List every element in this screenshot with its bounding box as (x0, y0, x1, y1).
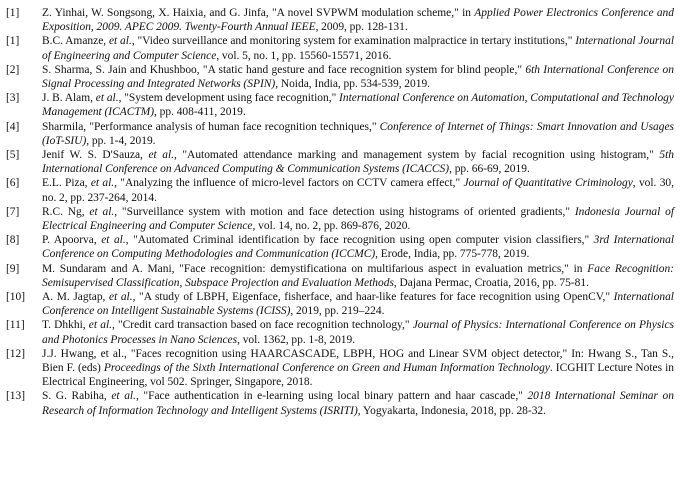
reference-segment: , "Face authentication in e-learning using local binary pattern and haar cascade," (135, 390, 528, 403)
reference-segment: Sharmila, "Performance analysis of human face recognition techniques," (42, 120, 380, 133)
reference-italic-segment: et al. (108, 35, 132, 48)
reference-italic-segment: International Conference on Automation, Computational and Technology Management (ICACTM) (42, 92, 674, 119)
reference-segment: , pp. 408-411, 2019. (154, 106, 246, 119)
reference-number: [10] (6, 291, 26, 304)
reference-number: [3] (6, 92, 20, 105)
reference-number: [6] (6, 177, 20, 190)
reference-segment: , "Automated Criminal identification by face recognition using open computer vision classifiers," (125, 234, 594, 247)
reference-entry (6, 233, 674, 261)
reference-text (42, 6, 674, 34)
reference-entry (6, 176, 674, 204)
reference-italic-segment: et al. (148, 149, 174, 162)
reference-segment: , pp. 66-69, 2019. (449, 163, 530, 176)
reference-italic-segment: Conference of Internet of Things: Smart Innovation and Usages (IoT-SIU) (42, 120, 674, 147)
reference-text (42, 262, 674, 290)
reference-entry (6, 63, 674, 91)
reference-segment: S. G. Rabiha, (42, 390, 112, 403)
reference-segment: , Yogyakarta, Indonesia, 2018, pp. 28-32. (357, 404, 546, 417)
reference-italic-segment: et al. (89, 205, 115, 218)
reference-segment: , "Analyzing the influence of micro-level factors on CCTV camera effect," (114, 177, 464, 190)
reference-number: [4] (6, 120, 20, 133)
reference-italic-segment: Journal of Physics: International Conference on Physics and Photonics Processes in Nano Sciences (42, 319, 674, 346)
reference-italic-segment: Indonesia Journal of Electrical Engineering and Computer Science (42, 205, 675, 233)
reference-segment: Z. Yinhai, W. Songsong, X. Haixia, and G. Jinfa, "A novel SVPWM modulation scheme," in (42, 7, 475, 19)
reference-entry (6, 6, 674, 34)
reference-number: [12] (6, 347, 26, 360)
reference-italic-segment: Applied Power Electronics Conference and Exposition, 2009. APEC 2009. Twenty-Fourth Annual IEEE (42, 7, 674, 34)
reference-segment: S. Sharma, S. Jain and Khushboo, "A static hand gesture and face recognition system for blind people," (42, 63, 526, 76)
reference-italic-segment: 6th International Conference on Signal Processing and Integrated Networks (SPIN) (42, 63, 674, 91)
reference-entry (6, 205, 674, 233)
reference-segment: J.J. Hwang, et al., "Faces recognition using HAARCASCADE, LBPH, HOG and Linear SVM object detector," In: Hwang S., Tan S., Bien F. (eds) (42, 347, 674, 375)
reference-text (42, 389, 674, 417)
reference-number: [9] (6, 262, 20, 275)
reference-segment: , Erode, India, pp. 775-778, 2019. (375, 248, 530, 261)
reference-italic-segment: Proceedings of the Sixth International Conference on Green and Human Information Technology (103, 362, 550, 375)
reference-italic-segment: International Journal of Engineering and Computer Science (42, 35, 675, 62)
reference-number: [2] (6, 63, 20, 76)
reference-segment: , vol. 5, no. 1, pp. 15560-15571, 2016. (216, 49, 392, 62)
reference-segment: J. B. Alam, (42, 92, 96, 105)
reference-segment: T. Dhkhi, (42, 319, 89, 332)
reference-segment: , "Automated attendance marking and management system by facial recognition using histogram," (174, 149, 660, 162)
reference-text (42, 148, 674, 176)
reference-text (42, 120, 674, 148)
reference-segment: E.L. Piza, (42, 177, 91, 190)
reference-number: [1] (6, 35, 20, 48)
reference-entry (6, 389, 674, 417)
reference-italic-segment: International Conference on Intelligent Sustainable Systems (ICISS) (42, 291, 674, 318)
reference-text (42, 347, 674, 390)
reference-segment: , vol. 30, no. 2, pp. 237-264, 2014. (42, 177, 675, 204)
reference-italic-segment: et al. (90, 177, 115, 190)
reference-number: [7] (6, 205, 20, 218)
reference-italic-segment: Journal of Quantitative Criminology (463, 177, 633, 190)
reference-text (42, 91, 674, 119)
reference-text (42, 205, 674, 233)
reference-text (42, 233, 674, 261)
reference-entry (6, 34, 674, 62)
reference-segment: , vol. 14, no. 2, pp. 869-876, 2020. (252, 220, 411, 233)
reference-segment: , 2009, pp. 128-131. (315, 21, 408, 34)
reference-segment: , "Video surveillance and monitoring system for examination malpractice in tertary institutions," (131, 35, 576, 48)
reference-entry (6, 91, 674, 119)
reference-segment: R.C. Ng, (42, 205, 90, 218)
reference-segment: , Noida, India, pp. 534-539, 2019. (275, 78, 431, 91)
reference-entry (6, 148, 674, 176)
reference-text (42, 34, 674, 62)
reference-italic-segment: et al. (95, 92, 119, 105)
reference-segment: , "Credit card transaction based on face recognition technology," (111, 319, 413, 332)
reference-segment: , "A study of LBPH, Eigenface, fisherface, and haar-like features for face recognition using OpenCV," (132, 291, 614, 304)
reference-segment: M. Sundaram and A. Mani, "Face recognition: demystificationa on multifarious aspect in evaluation metrics," in (42, 262, 588, 275)
reference-segment: , vol. 1362, pp. 1-8, 2019. (237, 333, 356, 346)
reference-text (42, 318, 674, 346)
reference-italic-segment: et al. (109, 291, 133, 304)
reference-entry (6, 347, 674, 390)
reference-number: [5] (6, 149, 20, 162)
reference-number: [1] (6, 7, 20, 19)
reference-italic-segment: Face Recognition: Semisupervised Classification, Subspace Projection and Evaluation Methods (42, 262, 674, 289)
reference-text (42, 176, 674, 204)
reference-segment: A. M. Jagtap, (42, 291, 109, 304)
reference-number: [11] (6, 319, 25, 332)
reference-segment: P. Apoorva, (42, 234, 102, 247)
reference-italic-segment: et al. (88, 319, 112, 332)
reference-segment: , pp. 1-4, 2019. (86, 134, 156, 147)
reference-entry (6, 262, 674, 290)
reference-italic-segment: 3rd International Conference on Computing Methodologies and Communication (ICCMC) (42, 234, 674, 261)
reference-segment: B.C. Amanze, (42, 35, 109, 48)
reference-segment: , 2019, pp. 219–224. (290, 305, 385, 318)
reference-text (42, 290, 674, 318)
reference-entry (6, 290, 674, 318)
reference-text (42, 63, 674, 91)
reference-segment: , Dajana Permac, Croatia, 2016, pp. 75-81. (393, 276, 589, 289)
reference-segment: , "System development using face recognition," (118, 92, 340, 105)
reference-segment: . ICGHIT Lecture Notes in Electrical Engineering, vol 502. Springer, Singapore, 2018. (42, 362, 674, 389)
reference-italic-segment: et al. (111, 390, 136, 403)
reference-italic-segment: 2018 International Seminar on Research of Information Technology and Intelligent Systems (ISRITI) (42, 390, 674, 417)
reference-number: [13] (6, 390, 26, 403)
reference-italic-segment: 5th International Conference on Advanced Computing & Communication Systems (ICACCS) (42, 149, 674, 176)
reference-italic-segment: et al. (101, 234, 126, 247)
reference-segment: , "Surveillance system with motion and face detection using histograms of oriented gradients," (114, 205, 575, 218)
reference-entry (6, 120, 674, 148)
reference-entry (6, 318, 674, 346)
reference-segment: Jenif W. S. D'Sauza, (42, 149, 149, 162)
reference-number: [8] (6, 234, 20, 247)
